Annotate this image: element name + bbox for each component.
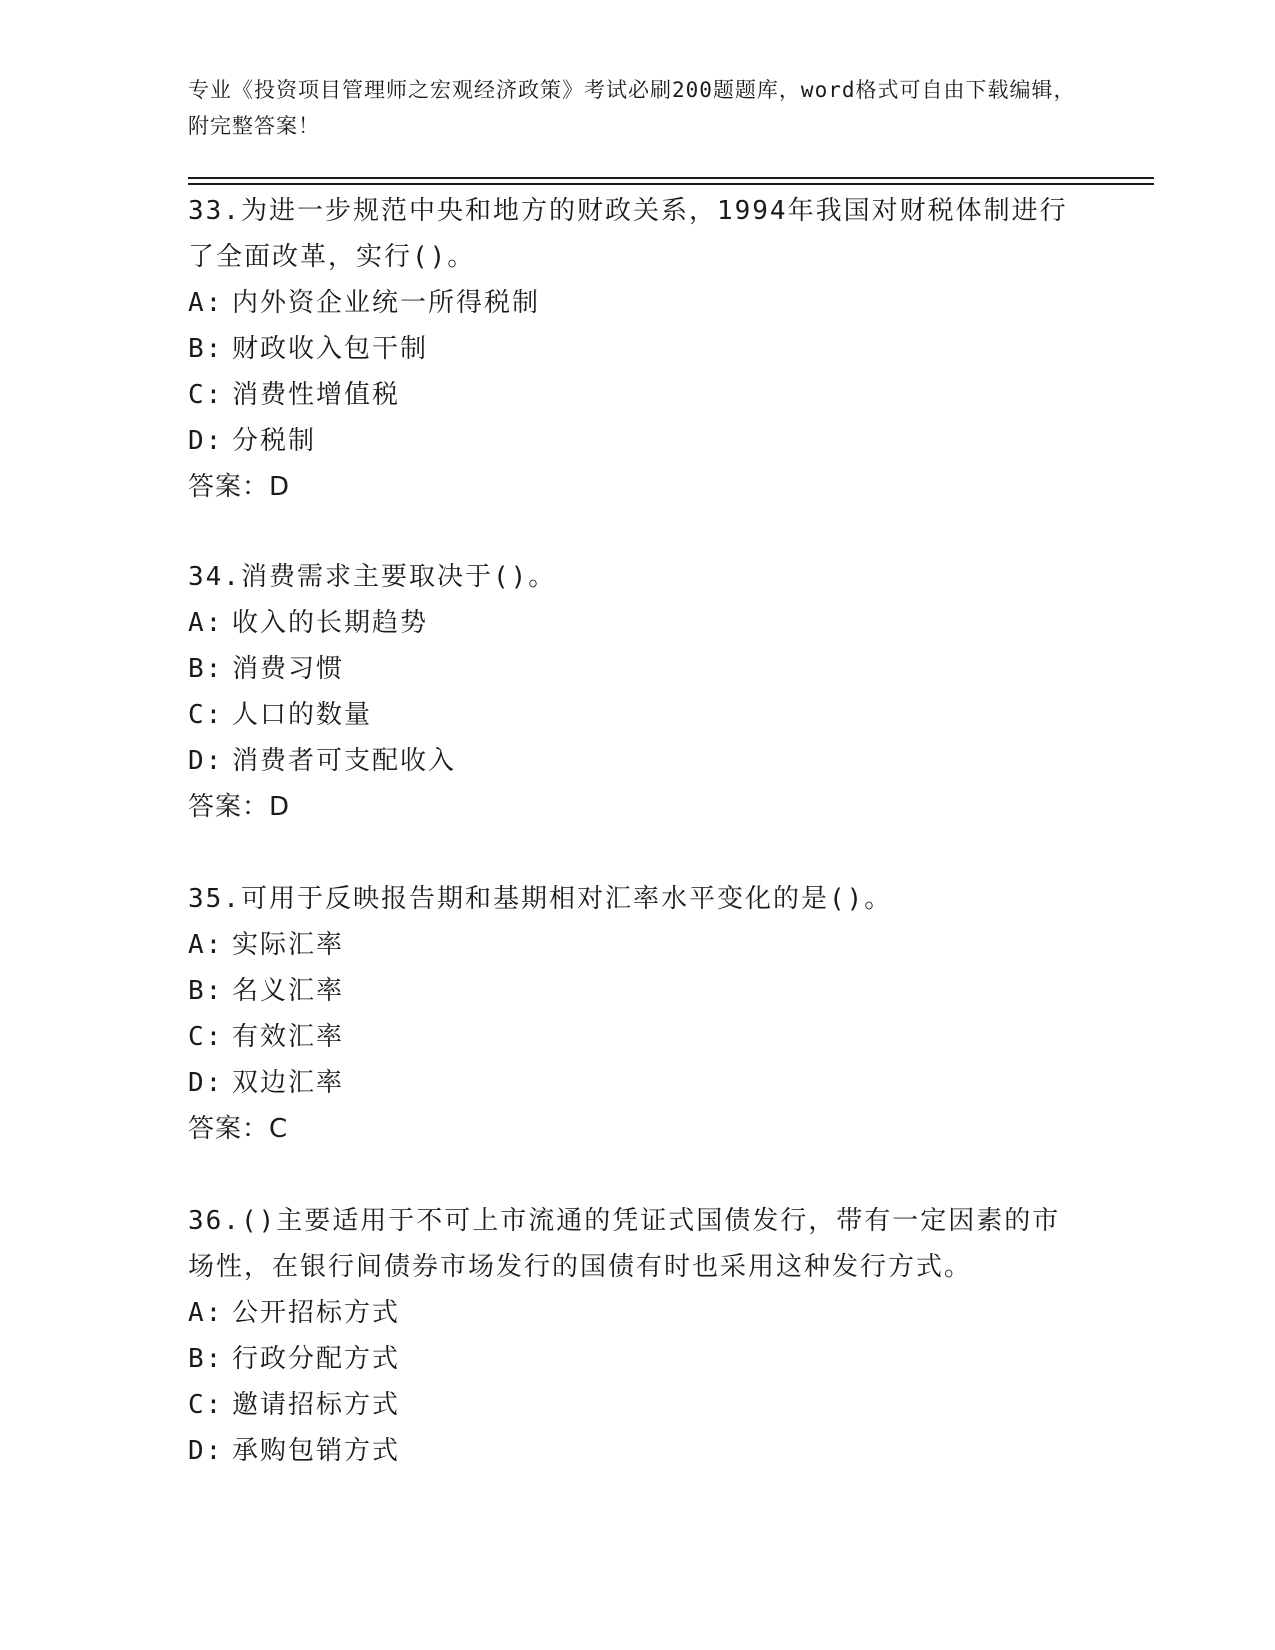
option-letter: C: (188, 380, 224, 410)
option-letter: B: (188, 1344, 224, 1374)
option-text: 消费习惯 (232, 654, 345, 684)
option-letter: D: (188, 1436, 224, 1466)
option-b (188, 326, 1088, 372)
question-stem: 34.消费需求主要取决于()。 (188, 562, 557, 592)
question-34 (188, 554, 1088, 830)
option-text: 邀请招标方式 (232, 1390, 401, 1420)
header-divider-top (188, 177, 1154, 179)
option-text: 承购包销方式 (232, 1436, 401, 1466)
document-header: 专业《投资项目管理师之宏观经济政策》考试必刷200题题库，word格式可自由下载编辑，附完整答案！ (188, 78, 1076, 138)
answer-line: 答案：D (188, 792, 291, 822)
option-a (188, 922, 1088, 968)
option-c (188, 1382, 1088, 1428)
option-c (188, 372, 1088, 418)
option-b (188, 1336, 1088, 1382)
option-b (188, 646, 1088, 692)
option-letter: D: (188, 1068, 224, 1098)
option-a (188, 600, 1088, 646)
option-d (188, 738, 1088, 784)
option-letter: B: (188, 334, 224, 364)
option-c (188, 692, 1088, 738)
question-33 (188, 188, 1088, 510)
option-letter: C: (188, 700, 224, 730)
option-letter: A: (188, 288, 224, 318)
option-text: 实际汇率 (232, 930, 345, 960)
option-letter: B: (188, 654, 224, 684)
option-d (188, 1060, 1088, 1106)
header-divider-bottom (188, 183, 1154, 185)
option-letter: A: (188, 608, 224, 638)
option-text: 收入的长期趋势 (232, 608, 429, 638)
option-a (188, 1290, 1088, 1336)
question-stem: 33.为进一步规范中央和地方的财政关系，1994年我国对财税体制进行了全面改革，实行()。 (188, 196, 1068, 272)
option-text: 消费性增值税 (232, 380, 401, 410)
option-letter: D: (188, 426, 224, 456)
answer-line: 答案：C (188, 1114, 289, 1144)
question-stem: 35.可用于反映报告期和基期相对汇率水平变化的是()。 (188, 884, 893, 914)
option-text: 行政分配方式 (232, 1344, 401, 1374)
option-letter: C: (188, 1022, 224, 1052)
option-c (188, 1014, 1088, 1060)
option-text: 双边汇率 (232, 1068, 345, 1098)
option-letter: A: (188, 1298, 224, 1328)
option-letter: A: (188, 930, 224, 960)
option-text: 财政收入包干制 (232, 334, 429, 364)
option-text: 公开招标方式 (232, 1298, 401, 1328)
option-d (188, 1428, 1088, 1474)
option-text: 分税制 (232, 426, 317, 456)
option-text: 名义汇率 (232, 976, 345, 1006)
option-b (188, 968, 1088, 1014)
option-d (188, 418, 1088, 464)
option-letter: C: (188, 1390, 224, 1420)
question-35 (188, 876, 1088, 1152)
option-letter: D: (188, 746, 224, 776)
option-letter: B: (188, 976, 224, 1006)
question-stem: 36.()主要适用于不可上市流通的凭证式国债发行，带有一定因素的市场性，在银行间债券市场发行的国债有时也采用这种发行方式。 (188, 1206, 1061, 1282)
option-text: 消费者可支配收入 (232, 746, 457, 776)
question-36 (188, 1198, 1088, 1474)
answer-line: 答案：D (188, 472, 291, 502)
option-text: 内外资企业统一所得税制 (232, 288, 541, 318)
option-text: 人口的数量 (232, 700, 373, 730)
option-a (188, 280, 1088, 326)
option-text: 有效汇率 (232, 1022, 345, 1052)
